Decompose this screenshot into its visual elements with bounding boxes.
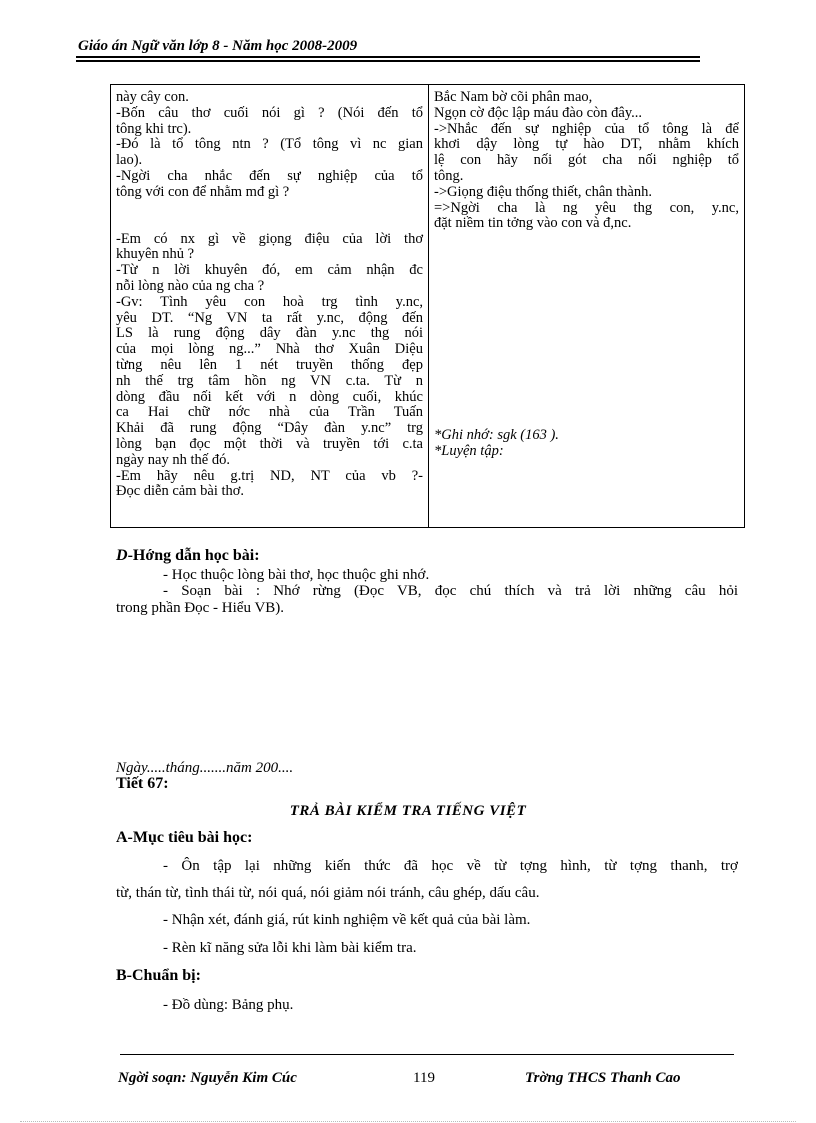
- table-line: -Em có nx gì về giọng điệu của lời thơ: [116, 230, 423, 247]
- table-line: *Ghi nhớ: sgk (163 ).: [434, 427, 559, 444]
- table-line: ->Nhắc đến sự nghiệp của tổ tông là để: [434, 120, 739, 137]
- table-line: đặt niềm tin tởng vào con và đ,nc.: [434, 215, 632, 232]
- table-line: =>Ngời cha là ng yêu thg con, y.nc,: [434, 199, 739, 216]
- table-line: ngày nay nh thế đó.: [116, 451, 230, 468]
- table-line: khơi dậy lòng tự hào DT, nhằm khích: [434, 136, 739, 153]
- table-line: -Từ n lời khuyên đó, em cảm nhận đc: [116, 262, 423, 279]
- table-line: tông.: [434, 167, 464, 184]
- page-edge: [20, 1121, 796, 1122]
- table-line: -Bốn câu thơ cuối nói gì ? (Nói đến tổ: [116, 104, 423, 121]
- table-line: lao).: [116, 152, 143, 169]
- table-line: -Ngời cha nhắc đến sự nghiệp của tổ: [116, 167, 423, 184]
- table-right-column: [434, 90, 739, 460]
- paragraph: - Học thuộc lòng bài thơ, học thuộc ghi nhớ.: [163, 567, 430, 583]
- footer-rule: [120, 1054, 734, 1055]
- lesson-table: [110, 84, 745, 528]
- lesson-title: TRẢ BÀI KIỂM TRA TIẾNG VIỆT: [289, 803, 527, 819]
- paragraph: - Ôn tập lại những kiến thức đã học về từ tợng hình, từ tợng thanh, trợ: [163, 858, 738, 874]
- table-line: tông khi trc).: [116, 120, 192, 137]
- table-line: khuyên nhủ ?: [116, 246, 195, 263]
- section-d-title: -Hớng dẫn học bài:: [127, 547, 260, 564]
- paragraph: - Rèn kĩ năng sửa lỗi khi làm bài kiểm tra.: [163, 940, 417, 956]
- table-line: -Em hãy nêu g.trị ND, NT của vb ?-: [116, 467, 423, 484]
- table-line: nh thế trg tâm hồn ng VN c.ta. Từ n: [116, 372, 423, 389]
- header-title: Giáo án Ngữ văn lớp 8 - Năm học 2008-2009: [78, 38, 358, 54]
- table-line: từng nêu lên 1 nét truyền thống đẹp: [116, 356, 423, 373]
- section-d-heading: [116, 547, 260, 565]
- table-line: ca Hai chữ nớc nhà của Trần Tuấn: [116, 404, 423, 421]
- table-line: lệ con hãy nối gót cha nối nghiệp tổ: [434, 152, 739, 169]
- section-d-letter: D: [116, 547, 128, 564]
- table-line: yêu DT. “Ng VN ta rất y.nc, động đến: [116, 309, 423, 326]
- footer-school: Trờng THCS Thanh Cao: [525, 1070, 681, 1086]
- table-line: -Gv: Tình yêu con hoà trg tình y.nc,: [116, 293, 423, 310]
- section-a-title: A-Mục tiêu bài học:: [116, 829, 253, 846]
- table-line: Bắc Nam bờ cõi phân mao,: [434, 89, 593, 105]
- footer-author: Ngời soạn: Nguyễn Kim Cúc: [118, 1070, 297, 1086]
- paragraph: - Nhận xét, đánh giá, rút kinh nghiệm về kết quả của bài làm.: [163, 912, 531, 928]
- table-line: này cây con.: [116, 89, 189, 105]
- table-line: tông với con để nhằm mđ gì ?: [116, 183, 290, 200]
- table-line: nỗi lòng nào của ng cha ?: [116, 277, 265, 294]
- header-rule: [76, 60, 700, 62]
- table-line: Ngọn cờ độc lập máu đào còn đây...: [434, 104, 643, 121]
- header-rule: [76, 56, 700, 58]
- table-line: dòng đầu nối kết với n dòng cuối, khúc: [116, 388, 423, 405]
- date-line: Ngày.....tháng.......năm 200....: [116, 760, 294, 776]
- table-line: của mọi lòng ng...” Nhà thơ Xuân Diệu: [116, 341, 423, 358]
- table-line: Khải đã rung động “Dây đàn y.nc” trg: [116, 420, 423, 437]
- section-b-title: B-Chuẩn bị:: [116, 967, 201, 984]
- paragraph: trong phần Đọc - Hiểu VB).: [116, 600, 285, 616]
- page-number: 119: [413, 1070, 435, 1086]
- table-line: Đọc diễn cảm bài thơ.: [116, 483, 245, 500]
- table-left-column: [116, 90, 423, 500]
- paragraph: từ, thán từ, tình thái từ, nói quá, nói giảm nói tránh, câu ghép, dấu câu.: [116, 885, 540, 901]
- table-line: lòng bạn đọc một thời và truyền tới c.ta: [116, 435, 423, 452]
- lesson-period: Tiết 67:: [116, 775, 169, 792]
- table-line: *Luyện tập:: [434, 442, 504, 459]
- table-line: LS là rung động dây đàn y.nc thg nói: [116, 325, 423, 342]
- table-line: ->Giọng điệu thống thiết, chân thành.: [434, 183, 652, 200]
- paragraph: - Soạn bài : Nhớ rừng (Đọc VB, đọc chú thích và trả lời những câu hỏi: [163, 583, 738, 599]
- paragraph: - Đồ dùng: Bảng phụ.: [163, 997, 294, 1013]
- table-line: -Đó là tổ tông ntn ? (Tổ tông vì nc gian: [116, 136, 423, 153]
- table-column-divider: [428, 85, 429, 527]
